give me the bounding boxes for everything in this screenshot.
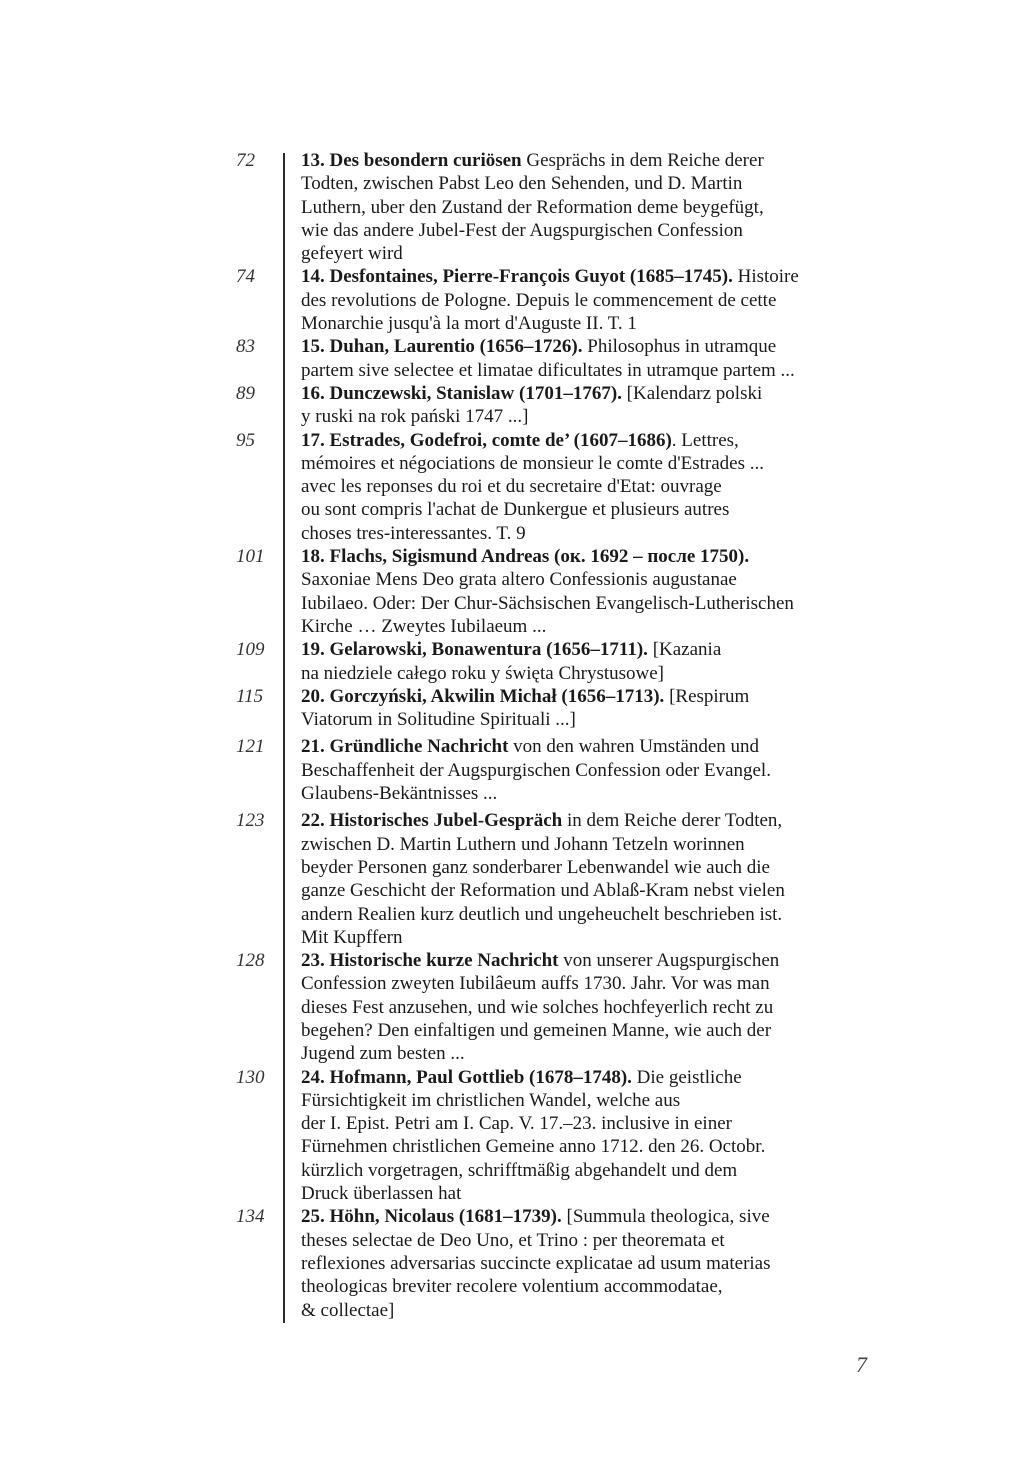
entry-title: 16. Dunczewski, Stanislaw (1701–1767).	[301, 382, 622, 404]
entry-line: theologicas breviter recolere volentium accommodatae,	[301, 1276, 723, 1298]
toc-entry	[0, 735, 1022, 805]
entry-title: 17. Estrades, Godefroi, comte de’ (1607–1686)	[301, 429, 672, 451]
entry-title: 15. Duhan, Laurentio (1656–1726).	[301, 336, 583, 358]
entry-text	[301, 545, 881, 638]
entry-page-number: 115	[236, 685, 264, 707]
entry-title: 14. Desfontaines, Pierre-François Guyot (1685–1745).	[301, 266, 733, 288]
entry-line: Glaubens-Bekäntnisses ...	[301, 783, 498, 805]
entry-text	[301, 382, 881, 429]
toc-entry	[0, 685, 1022, 732]
entry-title: 13. Des besondern curiösen	[301, 150, 522, 171]
entry-line: Mit Kupffern	[301, 926, 403, 948]
entry-line: theses selectae de Deo Uno, et Trino : per theoremata et	[301, 1229, 725, 1251]
entry-line: choses tres-interessantes. T. 9	[301, 522, 526, 544]
toc-entry	[0, 949, 1022, 1065]
entry-line: ganze Geschicht der Reformation und Ablaß-Kram nebst vielen	[301, 880, 785, 902]
entry-line: Die geistliche	[636, 1066, 742, 1088]
entry-text	[301, 149, 881, 265]
entry-line: na niedziele całego roku y święta Chrystusowe]	[301, 662, 664, 684]
entry-line: andern Realien kurz deutlich und ungeheuchelt beschrieben ist.	[301, 903, 783, 925]
entry-text	[301, 265, 881, 335]
entry-line: Histoire	[737, 266, 799, 288]
entry-title: 18. Flachs, Sigismund Andreas (ок. 1692 – после 1750).	[301, 546, 750, 568]
entry-line: Philosophus in utramque	[587, 336, 777, 358]
entry-line: Iubilaeo. Oder: Der Chur-Sächsischen Evangelisch-Lutherischen	[301, 592, 794, 614]
toc-entry	[0, 335, 1022, 382]
entry-line: [Kazania	[652, 639, 722, 661]
table-of-contents	[0, 149, 1022, 1322]
toc-entry	[0, 809, 1022, 949]
entry-title: 21. Gründliche Nachricht	[301, 736, 509, 758]
toc-entry	[0, 1205, 1022, 1321]
entry-line: beyder Personen ganz sonderbarer Lebenwandel wie auch die	[301, 856, 770, 878]
entry-text	[301, 638, 881, 685]
entry-line: kürzlich vorgetragen, schrifftmäßig abgehandelt und dem	[301, 1159, 738, 1181]
entry-line: wie das andere Jubel-Fest der Augspurgischen Confession	[301, 219, 743, 241]
toc-entry	[0, 149, 1022, 265]
page-number: 7	[856, 1352, 867, 1377]
entry-line: Viatorum in Solitudine Spirituali ...]	[301, 709, 576, 731]
entry-line: reflexiones adversarias succincte explicatae ad usum materias	[301, 1252, 771, 1274]
entry-line: zwischen D. Martin Luthern und Johann Tetzeln worinnen	[301, 833, 745, 855]
entry-line: begehen? Den einfaltigen und gemeinen Manne, wie auch der	[301, 1019, 772, 1041]
entry-line: Saxoniae Mens Deo grata altero Confessionis augustanae	[301, 569, 737, 591]
entry-line: Confession zweyten Iubilâeum auffs 1730. Jahr. Vor was man	[301, 973, 770, 995]
toc-entry	[0, 545, 1022, 638]
entry-line: partem sive selectee et limatae dificultates in utramque partem ...	[301, 359, 795, 381]
entry-text	[301, 735, 881, 805]
entry-line: Kirche … Zweytes Iubilaeum ...	[301, 615, 547, 637]
entry-page-number: 130	[236, 1066, 265, 1088]
entry-text	[301, 1205, 881, 1321]
entry-line: des revolutions de Pologne. Depuis le commencement de cette	[301, 289, 777, 311]
entry-line: dieses Fest anzusehen, und wie solches hochfeyerlich recht zu	[301, 996, 774, 1018]
entry-page-number: 128	[236, 950, 265, 972]
entry-line: . Lettres,	[671, 429, 739, 451]
entry-line: Todten, zwischen Pabst Leo den Sehenden, und D. Martin	[301, 173, 743, 195]
entry-line: Fürsichtigkeit im christlichen Wandel, welche aus	[301, 1089, 681, 1111]
entry-title: 22. Historisches Jubel-Gespräch	[301, 810, 563, 832]
entry-line: von den wahren Umständen und	[513, 736, 760, 758]
entry-line: avec les reponses du roi et du secretaire d'Etat: ouvrage	[301, 476, 722, 498]
entry-text	[301, 1066, 881, 1206]
entry-page-number: 95	[236, 429, 255, 451]
entry-text	[301, 685, 881, 732]
entry-line: der I. Epist. Petri am I. Cap. V. 17.–23. inclusive in einer	[301, 1113, 732, 1135]
entry-title: 23. Historische kurze Nachricht	[301, 950, 559, 972]
entry-text	[301, 429, 881, 545]
entry-line: Luthern, uber den Zustand der Reformation deme beygefügt,	[301, 196, 764, 218]
entry-line: [Kalendarz polski	[626, 382, 763, 404]
entry-line: Fürnehmen christlichen Gemeine anno 1712. den 26. Octobr.	[301, 1136, 766, 1158]
entry-title: 20. Gorczyński, Akwilin Michał (1656–1713).	[301, 685, 665, 707]
entry-page-number: 101	[236, 546, 265, 568]
entry-text	[301, 335, 881, 382]
entry-line: Beschaffenheit der Augspurgischen Confession oder Evangel.	[301, 759, 771, 781]
entry-text	[301, 949, 881, 1065]
entry-page-number: 134	[236, 1206, 265, 1228]
entry-page-number: 74	[236, 266, 255, 288]
entry-page-number: 72	[236, 150, 255, 171]
entry-title: 24. Hofmann, Paul Gottlieb (1678–1748).	[301, 1066, 632, 1088]
entry-line: gefeyert wird	[301, 243, 403, 265]
entry-line: & collectae]	[301, 1299, 395, 1321]
entry-line: in dem Reiche derer Todten,	[567, 810, 783, 832]
entry-title: 19. Gelarowski, Bonawentura (1656–1711).	[301, 639, 648, 661]
entry-line: Monarchie jusqu'à la mort d'Auguste II. T. 1	[301, 313, 637, 335]
toc-entry	[0, 429, 1022, 545]
entry-title: 25. Höhn, Nicolaus (1681–1739).	[301, 1206, 562, 1228]
entry-text	[301, 809, 881, 949]
entry-line: ou sont compris l'achat de Dunkergue et plusieurs autres	[301, 499, 730, 521]
toc-entry	[0, 1066, 1022, 1206]
entry-page-number: 109	[236, 639, 265, 661]
toc-entry	[0, 265, 1022, 335]
entry-line: [Summula theologica, sive	[566, 1206, 770, 1228]
entry-page-number: 121	[236, 736, 265, 758]
entry-page-number: 123	[236, 810, 265, 832]
entry-line: mémoires et négociations de monsieur le comte d'Estrades ...	[301, 452, 764, 474]
entry-line: y ruski na rok pański 1747 ...]	[301, 406, 529, 428]
entry-line: von unserer Augspurgischen	[563, 950, 780, 972]
toc-entry	[0, 638, 1022, 685]
entry-line: Druck überlassen hat	[301, 1183, 462, 1205]
entry-page-number: 83	[236, 336, 255, 358]
entry-page-number: 89	[236, 382, 255, 404]
entry-line: Jugend zum besten ...	[301, 1043, 465, 1065]
entry-line: Gesprächs in dem Reiche derer	[526, 150, 764, 171]
toc-entry	[0, 382, 1022, 429]
entry-line: [Respirum	[669, 685, 750, 707]
